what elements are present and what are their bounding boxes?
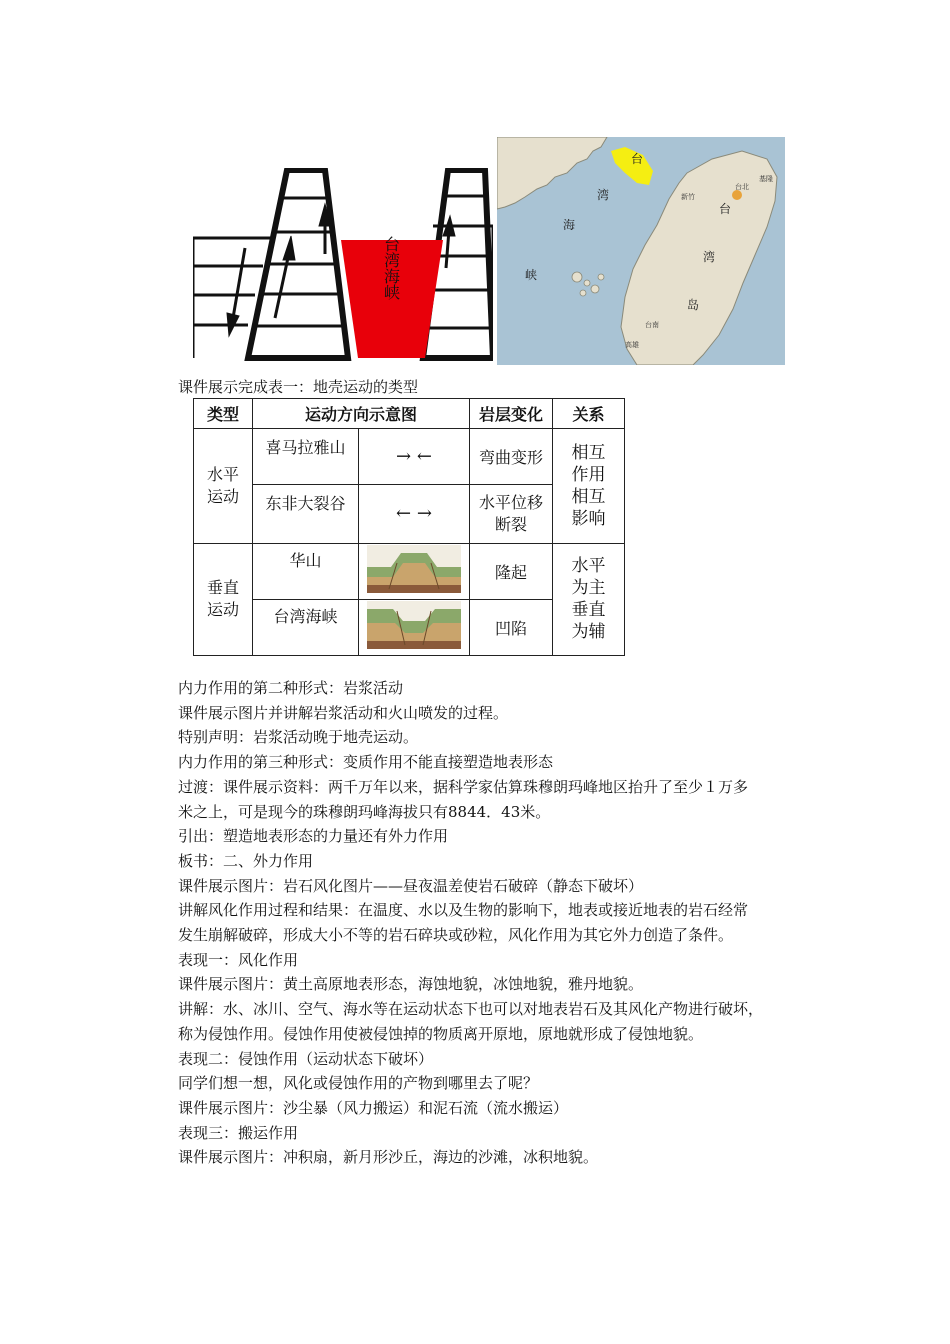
fault-diagram [193, 168, 493, 364]
taiwan-map [497, 137, 785, 365]
header-change: 岩层变化 [470, 399, 553, 429]
paragraph: 课件展示图片：沙尘暴（风力搬运）和泥石流（流水搬运） [178, 1098, 569, 1117]
subsidence-illustration [359, 599, 470, 655]
change-fold: 弯曲变形 [470, 429, 553, 485]
body-text [178, 676, 818, 1170]
change-subsidence: 凹陷 [470, 599, 553, 655]
map-label-hai: 海 [563, 218, 576, 232]
map-label-tai-top: 台 [631, 152, 644, 166]
example-rift: 东非大裂谷 [253, 485, 359, 543]
paragraph: 内力作用的第三种形式：变质作用不能直接塑造地表形态 [178, 753, 554, 772]
diagram-label: 台湾海峡 [381, 236, 401, 300]
paragraph: 同学们想一想，风化或侵蚀作用的产物到哪里去了呢？ [178, 1074, 539, 1093]
paragraph: 板书：二、外力作用 [178, 851, 314, 870]
paragraph: 过渡：课件展示资料：两千万年以来，据科学家估算珠穆朗玛峰地区抬升了至少１万多 [178, 777, 749, 796]
header-type: 类型 [194, 399, 253, 429]
paragraph: 内力作用的第二种形式：岩浆活动 [178, 679, 404, 697]
paragraph: 课件展示图片：黄土高原地表形态，海蚀地貌，冰蚀地貌，雅丹地貌。 [178, 975, 644, 994]
map-label-jilong: 基隆 [759, 175, 773, 183]
map-label-island-wan: 湾 [703, 250, 716, 264]
map-label-island-dao: 岛 [687, 298, 700, 312]
relation-main: 水平为主垂直为辅 [553, 543, 625, 655]
arrows-diverge: ← → [359, 485, 470, 543]
paragraph: 米之上，可是现今的珠穆朗玛峰海拔只有8844．43米。 [178, 802, 551, 821]
header-relation: 关系 [553, 399, 625, 429]
map-label-tainan: 台南 [645, 321, 659, 329]
paragraph: 发生崩解破碎，形成大小不等的岩石碎块或砂粒，风化作用为其它外力创造了条件。 [178, 926, 734, 945]
paragraph: 表现一：风化作用 [178, 950, 299, 969]
map-label-gaoxiong: 高雄 [625, 341, 639, 349]
paragraph: 讲解风化作用过程和结果：在温度、水以及生物的影响下，地表或接近地表的岩石经常 [178, 901, 749, 920]
paragraph: 课件展示图片：岩石风化图片——昼夜温差使岩石破碎（静态下破坏） [178, 876, 644, 895]
example-huashan: 华山 [253, 543, 359, 599]
map-label-xinzhu: 新竹 [681, 193, 695, 201]
paragraph: 课件展示图片并讲解岩浆活动和火山喷发的过程。 [178, 703, 509, 722]
paragraph: 引出：塑造地表形态的力量还有外力作用 [178, 827, 449, 846]
paragraph: 表现三：搬运作用 [178, 1123, 299, 1142]
map-label-wan: 湾 [597, 188, 610, 202]
uplift-illustration [359, 543, 470, 599]
paragraph: 讲解：水、冰川、空气、海水等在运动状态下也可以对地表岩石及其风化产物进行破坏， [178, 1000, 764, 1019]
paragraph: 特别声明：岩浆活动晚于地壳运动。 [178, 728, 419, 747]
example-himalaya: 喜马拉雅山 [253, 429, 359, 485]
map-label-xia: 峡 [525, 268, 538, 282]
arrows-converge: → ← [359, 429, 470, 485]
relation-interaction: 相互作用相互影响 [553, 429, 625, 543]
paragraph: 表现二：侵蚀作用（运动状态下破坏） [178, 1049, 434, 1068]
type-vertical: 垂直运动 [194, 543, 253, 655]
type-horizontal: 水平运动 [194, 429, 253, 543]
table-caption: 课件展示完成表一：地壳运动的类型 [178, 378, 419, 396]
change-displacement: 水平位移断裂 [470, 485, 553, 543]
example-taiwan-strait: 台湾海峡 [253, 599, 359, 655]
paragraph: 课件展示图片：冲积扇，新月形沙丘，海边的沙滩，冰积地貌。 [178, 1148, 599, 1167]
header-diagram: 运动方向示意图 [253, 399, 470, 429]
crust-movement-table [193, 398, 625, 656]
paragraph: 称为侵蚀作用。侵蚀作用使被侵蚀掉的物质离开原地，原地就形成了侵蚀地貌。 [178, 1024, 704, 1043]
change-uplift: 隆起 [470, 543, 553, 599]
map-label-island-tai: 台 [719, 202, 732, 216]
map-label-taibei: 台北 [735, 183, 749, 191]
